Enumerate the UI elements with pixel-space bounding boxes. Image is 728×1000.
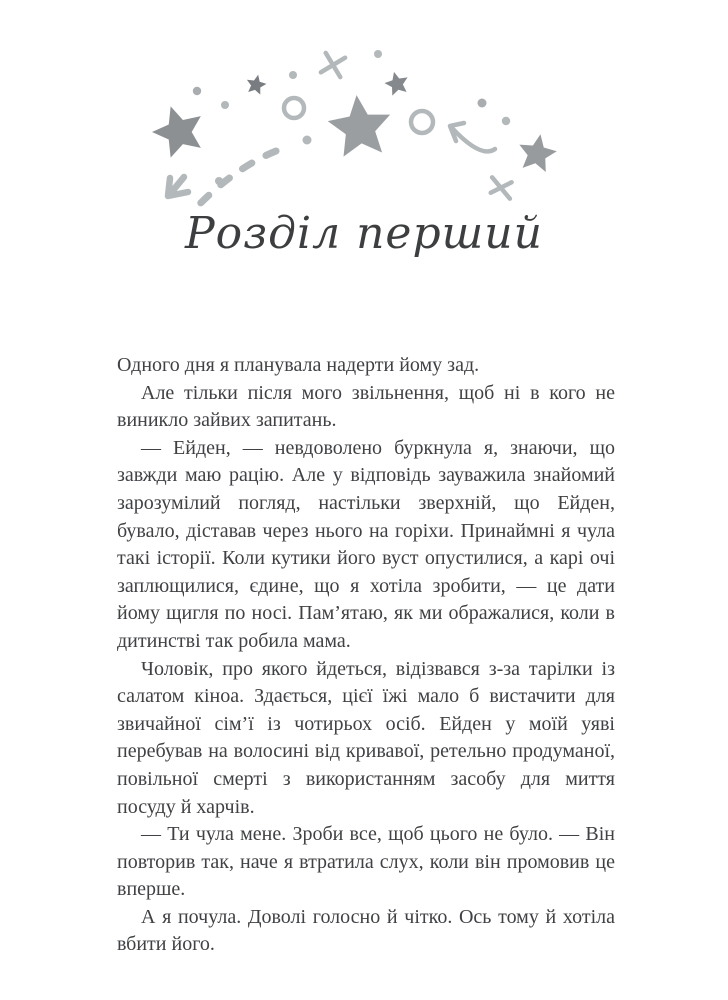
dot-icon — [215, 177, 223, 185]
star-icon — [244, 73, 267, 96]
star-icon — [325, 92, 394, 158]
circle-outline-icon — [284, 98, 304, 118]
paragraph: А я почула. Доволі голосно й чітко. Ось тому й хотіла вбити його. — [117, 905, 615, 956]
x-mark-icon — [321, 53, 345, 77]
paragraph: — Ейден, — невдоволено буркнула я, знаючи, що завжди маю рацію. Але у відповідь зауважила знайомий зарозумілий погляд, настільки зверхній, що Ейден, бувало, діставав через нього на горіхи. Принаймні я чула такі історії. Коли кутики його вуст опустилися, а карі очі заплющилися, єдине, що я хотіла зробити, — це дати йому щигля по носі. Пам’ятаю, як ми ображалися, коли в дитинстві так робила мама. — [117, 436, 615, 652]
dot-icon — [374, 50, 382, 58]
dot-icon — [193, 87, 201, 95]
chapter-title: Розділ перший — [185, 208, 543, 259]
paragraph: Чоловік, про якого йдеться, відізвався з-за тарілки із салатом кіноа. Здається, цієї їжі мало б вистачити для звичайної сім’ї із чотирьох осіб. Ейден у моїй уяві перебував на волосині від кривавої, ретельно продуманої, повільної смерті з використанням засобу для миття посуду й харчів. — [117, 657, 615, 818]
star-icon — [382, 69, 411, 97]
dot-icon — [289, 71, 297, 79]
dot-icon — [478, 99, 487, 108]
dot-icon — [502, 117, 510, 125]
arrow-up-left-icon — [452, 128, 495, 151]
dot-icon — [221, 101, 229, 109]
star-icon — [515, 131, 559, 173]
star-icon — [146, 98, 210, 160]
circle-outline-icon — [411, 111, 433, 133]
shooting-stars-illustration — [0, 45, 728, 215]
x-mark-icon — [487, 175, 515, 199]
dot-icon — [303, 136, 312, 145]
body-text — [117, 352, 615, 959]
paragraph: — Ти чула мене. Зроби все, щоб цього не було. — Він повторив так, наче я втратила слух, коли він промовив це вперше. — [117, 823, 615, 901]
paragraph: Одного дня я планувала надерти йому зад. — [117, 354, 480, 376]
paragraph: Але тільки після мого звільнення, щоб ні в кого не виникло зайвих запитань. — [117, 381, 615, 432]
